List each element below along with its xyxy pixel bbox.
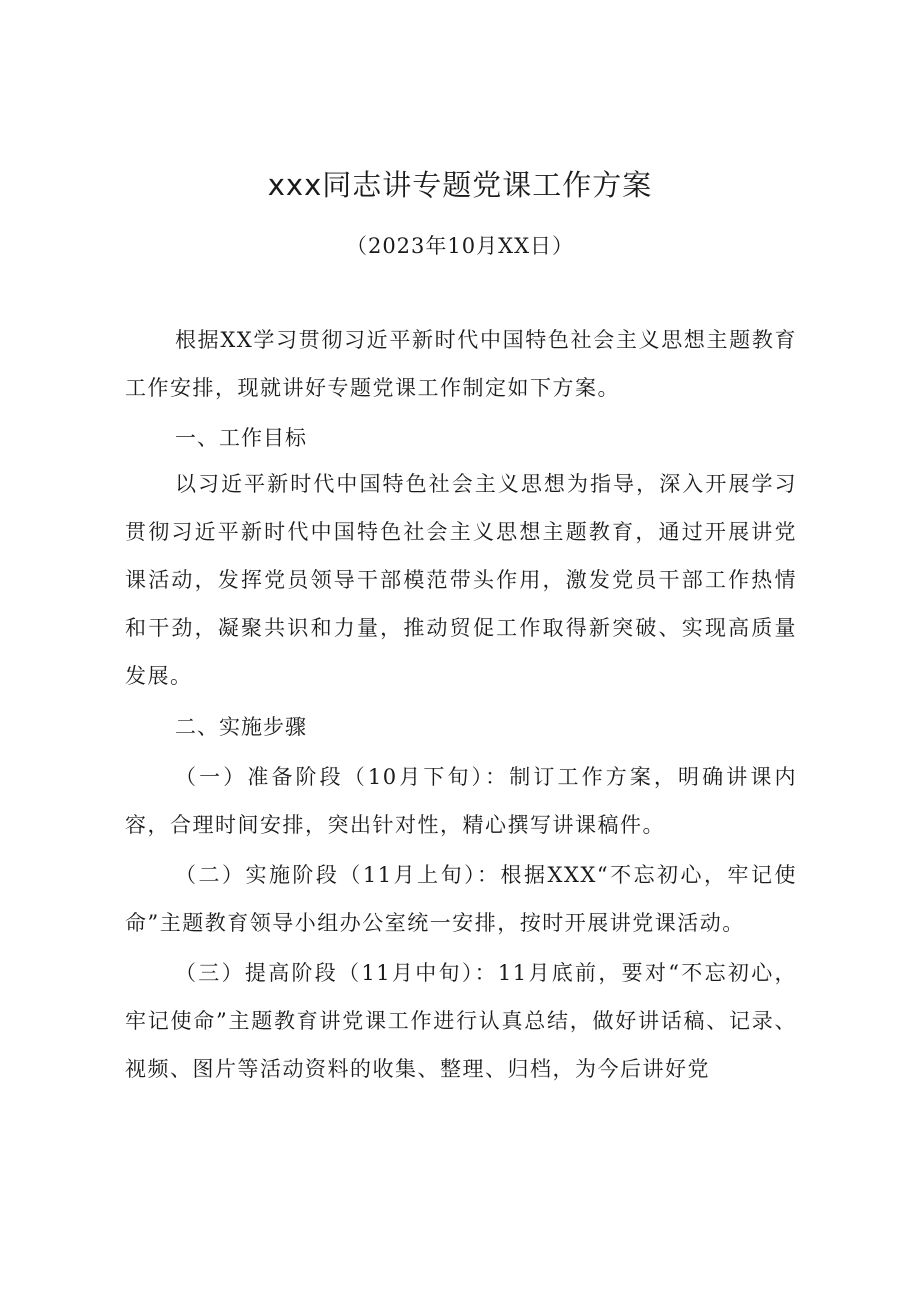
- step-preparation: （一）准备阶段（10月下旬）：制订工作方案，明确讲课内容，合理时间安排，突出针对性，精心撰写讲课稿件。: [125, 765, 797, 837]
- step-implementation: （二）实施阶段（11月上旬）：根据XXX“不忘初心，牢记使命”主题教育领导小组办公室统一安排，按时开展讲党课活动。: [125, 863, 797, 935]
- step-improvement: （三）提高阶段（11月中旬）：11月底前，要对“不忘初心，牢记使命”主题教育讲党课工作进行认真总结，做好讲话稿、记录、视频、图片等活动资料的收集、整理、归档，为今后讲好党: [125, 961, 797, 1081]
- section-heading-goals: 一、工作目标: [175, 426, 307, 450]
- intro-paragraph: 根据XX学习贯彻习近平新时代中国特色社会主义思想主题教育工作安排，现就讲好专题党课工作制定如下方案。: [125, 328, 797, 400]
- goals-paragraph: 以习近平新时代中国特色社会主义思想为指导，深入开展学习贯彻习近平新时代中国特色社会主义思想主题教育，通过开展讲党课活动，发挥党员领导干部模范带头作用，激发党员干部工作热情和干劲，凝聚共识和力量，推动贸促工作取得新突破、实现高质量发展。: [125, 472, 797, 688]
- document-title: xxx同志讲专题党课工作方案: [267, 168, 653, 202]
- document-date: （2023年10月XX日）: [345, 234, 575, 258]
- section-heading-steps: 二、实施步骤: [175, 715, 307, 739]
